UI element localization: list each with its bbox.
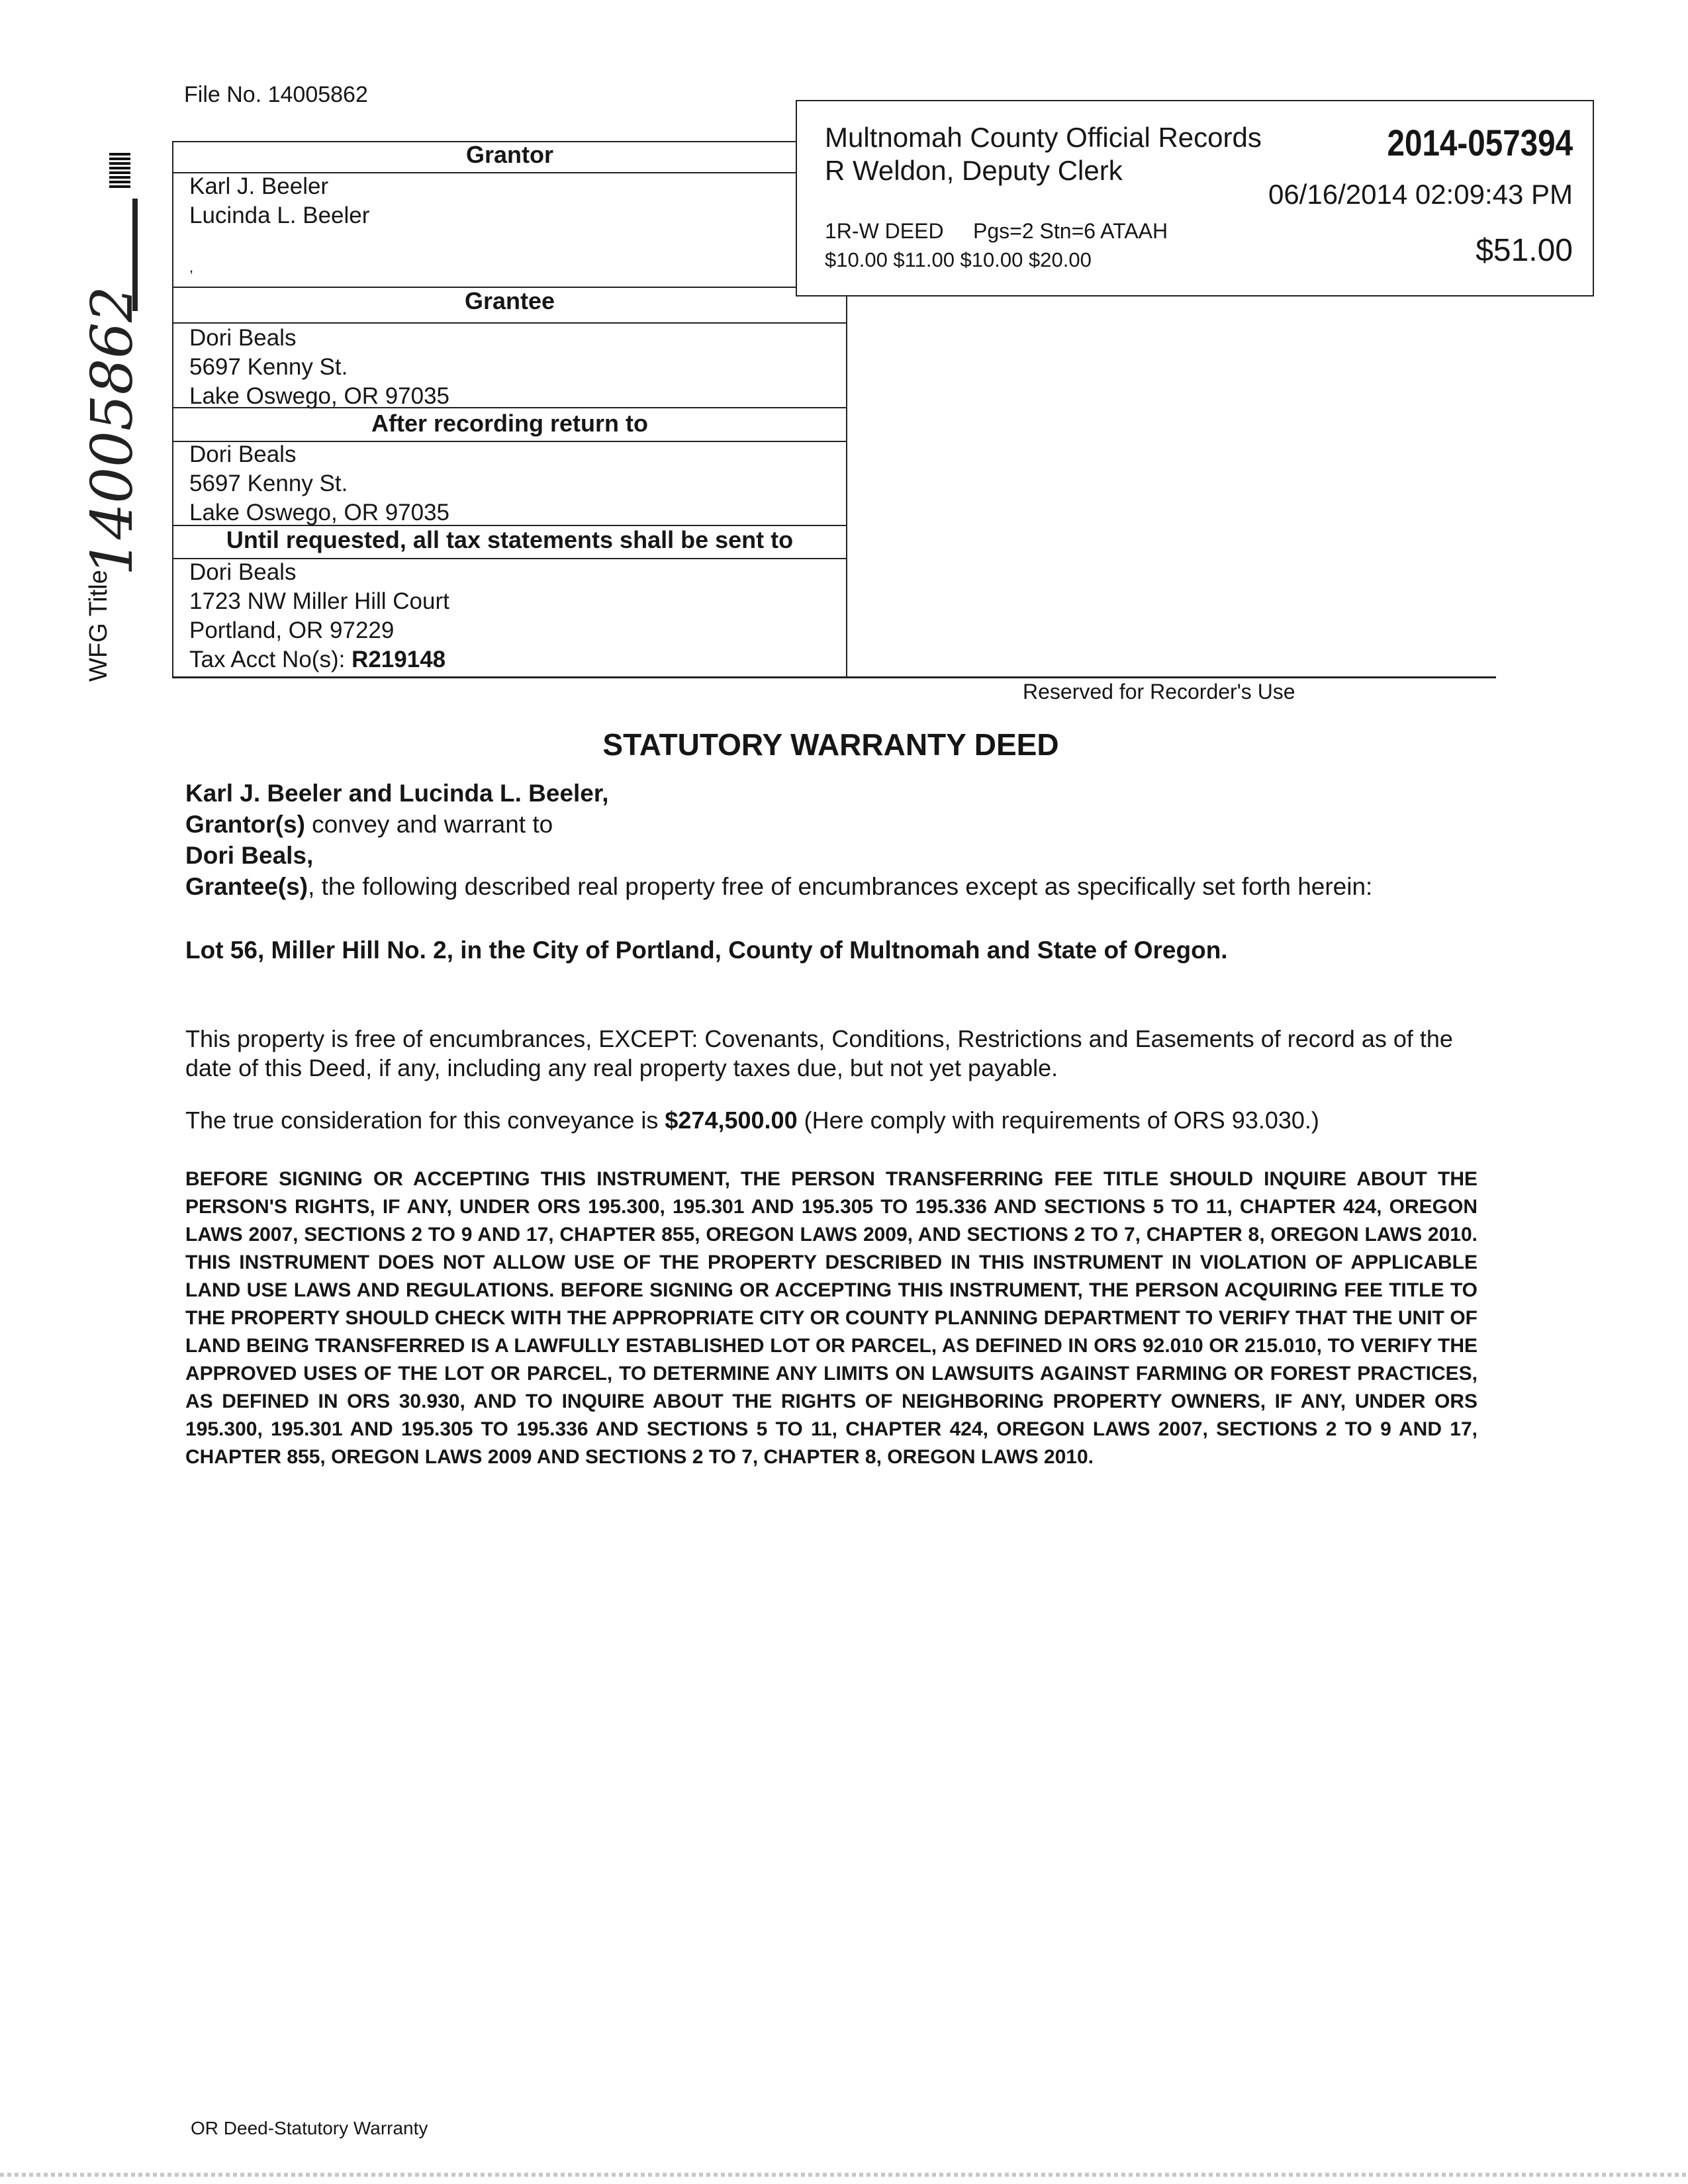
recorder-area-rule: [172, 676, 1496, 678]
grantee-line: 5697 Kenny St.: [189, 354, 348, 380]
reserved-label: Reserved for Recorder's Use: [1023, 680, 1295, 704]
grantor-line: Karl J. Beeler: [189, 173, 329, 199]
recording-datetime: 06/16/2014 02:09:43 PM: [1268, 179, 1573, 210]
tax-line: Dori Beals: [189, 559, 297, 585]
grantor-heading: Grantor: [465, 141, 553, 168]
grantee-label: Grantee(s): [185, 873, 308, 900]
handwritten-file-number: 14005862: [79, 286, 146, 576]
return-to-line: 5697 Kenny St.: [189, 471, 348, 496]
grantee-line: Lake Oswego, OR 97035: [189, 383, 450, 409]
scan-edge-artifact: [0, 2173, 1688, 2177]
consideration-paragraph: [185, 1107, 1319, 1134]
page-info: Pgs=2 Stn=6 ATAAH: [973, 219, 1168, 243]
parties-paragraph: [185, 778, 1372, 902]
recording-stamp: [796, 100, 1594, 296]
document-title: STATUTORY WARRANTY DEED: [602, 727, 1059, 762]
consideration-text: The true consideration for this conveyance is: [185, 1107, 665, 1134]
return-to-heading: After recording return to: [371, 410, 649, 437]
tax-account-label: Tax Acct No(s):: [189, 647, 346, 672]
tax-account-number: R219148: [352, 647, 446, 672]
return-to-line: Dori Beals: [189, 441, 297, 467]
grantor-names: Karl J. Beeler and Lucinda L. Beeler,: [185, 780, 609, 807]
statutory-warning: BEFORE SIGNING OR ACCEPTING THIS INSTRUMENT, THE PERSON TRANSFERRING FEE TITLE SHOULD INQUIRE ABOUT THE PERSON'S RIGHTS, IF ANY, UNDER ORS 195.300, 195.301 AND 195.305 TO 195.336 AND SECTIONS 5 TO 11, CHAPTER 424, OREGON LAWS 2007, SECTIONS 2 TO 9 AND 17, CHAPTER 855, OREGON LAWS 2009, AND SECTIONS 2 TO 7, CHAPTER 8, OREGON LAWS 2010. THIS INSTRUMENT DOES NOT ALLOW USE OF THE PROPERTY DESCRIBED IN THIS INSTRUMENT IN VIOLATION OF APPLICABLE LAND USE LAWS AND REGULATIONS. BEFORE SIGNING OR ACCEPTING THIS INSTRUMENT, THE PERSON ACQUIRING FEE TITLE TO THE PROPERTY SHOULD CHECK WITH THE APPROPRIATE CITY OR COUNTY PLANNING DEPARTMENT TO VERIFY THAT THE UNIT OF LAND BEING TRANSFERRED IS A LAWFULLY ESTABLISHED LOT OR PARCEL, AS DEFINED IN ORS 92.010 OR 215.010, TO VERIFY THE APPROVED USES OF THE LOT OR PARCEL, TO DETERMINE ANY LIMITS ON LAWSUITS AGAINST FARMING OR FOREST PRACTICES, AS DEFINED IN ORS 30.930, AND TO INQUIRE ABOUT THE RIGHTS OF NEIGHBORING PROPERTY OWNERS, IF ANY, UNDER ORS 195.300, 195.301 AND 195.305 TO 195.336 AND SECTIONS 5 TO 11, CHAPTER 424, OREGON LAWS 2007, SECTIONS 2 TO 9 AND 17, CHAPTER 855, OREGON LAWS 2009 AND SECTIONS 2 TO 7, CHAPTER 8, OREGON LAWS 2010.: [185, 1168, 1477, 1468]
deputy-clerk: R Weldon, Deputy Clerk: [825, 155, 1123, 186]
return-to-lines: [189, 440, 449, 527]
grantee-line: Dori Beals: [189, 325, 297, 351]
agency-name: Multnomah County Official Records: [825, 122, 1262, 153]
grantee-names: Dori Beals,: [185, 842, 314, 869]
return-to-line: Lake Oswego, OR 97035: [189, 500, 450, 525]
tax-statements-heading: Until requested, all tax statements shall be sent to: [226, 526, 794, 553]
grantor-label: Grantor(s): [185, 811, 305, 838]
grantor-line: Lucinda L. Beeler: [189, 203, 370, 228]
document-number: 2014-057394: [1387, 122, 1573, 163]
encumbrances-paragraph: This property is free of encumbrances, EXCEPT: Covenants, Conditions, Restrictions and Easements of record as of the date of this Deed, if any, including any real property taxes due, but not yet payable.: [185, 1025, 1453, 1081]
grantee-heading: Grantee: [464, 287, 555, 314]
grantee-lines: [189, 324, 449, 411]
tax-statements-lines: [189, 558, 449, 674]
grantor-line: [189, 230, 369, 259]
side-label: WFG Title: [85, 570, 113, 682]
tax-account-line: [189, 645, 449, 674]
form-name-footer: OR Deed-Statutory Warranty: [191, 2118, 428, 2138]
fee-breakdown: $10.00 $11.00 $10.00 $20.00: [825, 248, 1092, 271]
recording-agency: [825, 121, 1262, 187]
party-info-form: [172, 141, 847, 677]
grantee-text: , the following described real property free of encumbrances except as specifically set forth herein:: [308, 873, 1373, 900]
file-number: File No. 14005862: [184, 82, 368, 107]
deed-type: 1R-W DEED: [825, 219, 944, 243]
grantor-line: ,: [189, 259, 194, 275]
tax-line: Portland, OR 97229: [189, 617, 395, 643]
total-fee: $51.00: [1476, 233, 1573, 268]
barcode-mark: [109, 151, 130, 188]
consideration-amount: $274,500.00: [665, 1107, 798, 1134]
grantor-lines: [189, 172, 369, 275]
tax-line: 1723 NW Miller Hill Court: [189, 588, 449, 614]
convey-text: convey and warrant to: [305, 811, 553, 838]
consideration-note: (Here comply with requirements of ORS 93.030.): [797, 1107, 1319, 1134]
legal-description: Lot 56, Miller Hill No. 2, in the City of Portland, County of Multnomah and State of Oregon.: [185, 936, 1228, 964]
document-type: [825, 219, 1168, 244]
